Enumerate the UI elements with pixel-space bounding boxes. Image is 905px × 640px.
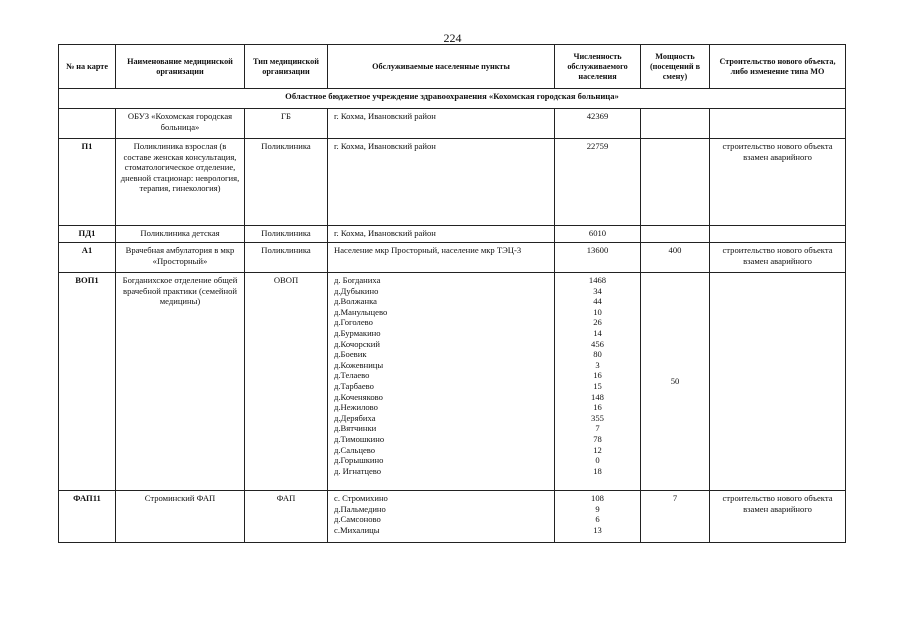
row-population — [555, 109, 641, 139]
population-value: 18 — [593, 465, 602, 476]
row-type: Поликлиника — [245, 243, 328, 273]
row-name: Богданихское отделение общей врачебной практики (семейной медицины) — [116, 273, 245, 491]
row-construction — [710, 109, 846, 139]
header-name: Наименование медицинской организации — [116, 45, 245, 89]
settlement-name: д.Гоголево — [334, 317, 373, 328]
population-value: 14 — [593, 327, 602, 338]
population-value: 44 — [593, 296, 602, 307]
row-name: Врачебная амбулатория в мкр «Просторный» — [116, 243, 245, 273]
header-num: № на карте — [59, 45, 116, 89]
settlement-name: Население мкр Просторный, население мкр ТЭЦ-3 — [334, 245, 522, 255]
row-num: ФАП11 — [59, 491, 116, 543]
population-value: 15 — [593, 380, 602, 391]
row-points — [328, 109, 555, 139]
medical-organizations-table — [58, 44, 846, 543]
settlement-name: с.Михалицы — [334, 524, 380, 535]
settlement-name: д.Пальмедино — [334, 503, 386, 514]
settlement-name: д.Телаево — [334, 370, 370, 381]
population-value: 3 — [595, 359, 600, 370]
settlement-name: д. Игнатцево — [334, 465, 382, 476]
row-population — [555, 491, 641, 543]
row-points — [328, 491, 555, 543]
population-value: 1468 — [588, 275, 607, 285]
population-value: 456 — [591, 338, 604, 349]
row-type: Поликлиника — [245, 139, 328, 226]
row-name: ОБУЗ «Кохомская городская больница» — [116, 109, 245, 139]
settlement-name: д.Кочорский — [334, 338, 381, 349]
row-num: ВОП1 — [59, 273, 116, 491]
header-population: Численность обслуживаемого населения — [555, 45, 641, 89]
row-construction: строительство нового объекта взамен аварийного — [710, 491, 846, 543]
settlement-name: д.Сальцево — [334, 444, 376, 455]
row-construction: строительство нового объекта взамен аварийного — [710, 243, 846, 273]
population-value: 6010 — [588, 228, 607, 238]
population-value: 78 — [593, 433, 602, 444]
settlement-name: д.Горышкино — [334, 455, 384, 466]
table-header-row — [59, 45, 846, 89]
row-capacity — [641, 139, 710, 226]
table-row — [59, 491, 846, 543]
row-points — [328, 226, 555, 243]
settlement-name: д.Тарбаево — [334, 380, 374, 391]
row-capacity — [641, 109, 710, 139]
population-value: 22759 — [586, 141, 609, 151]
settlement-name: д.Вятчинки — [334, 423, 377, 434]
row-capacity — [641, 226, 710, 243]
population-value: 7 — [595, 423, 600, 434]
row-construction — [710, 226, 846, 243]
row-capacity: 7 — [641, 491, 710, 543]
settlement-name: д.Нежилово — [334, 402, 378, 413]
population-value: 42369 — [586, 111, 609, 121]
row-population — [555, 273, 641, 491]
row-num: А1 — [59, 243, 116, 273]
table-row — [59, 226, 846, 243]
settlement-name: г. Кохма, Ивановский район — [334, 228, 436, 238]
row-num: П1 — [59, 139, 116, 226]
row-construction: строительство нового объекта взамен аварийного — [710, 139, 846, 226]
population-value: 9 — [595, 503, 600, 514]
row-name: Строминский ФАП — [116, 491, 245, 543]
table-row — [59, 139, 846, 226]
settlement-name: д.Кожевницы — [334, 359, 384, 370]
row-population — [555, 243, 641, 273]
row-population — [555, 139, 641, 226]
population-value: 12 — [593, 444, 602, 455]
population-value: 34 — [593, 285, 602, 296]
settlement-name: г. Кохма, Ивановский район — [334, 111, 436, 121]
settlement-name: д.Тимошкино — [334, 433, 385, 444]
header-points: Обслуживаемые населенные пункты — [328, 45, 555, 89]
header-type: Тип медицинской организации — [245, 45, 328, 89]
row-name: Поликлиника детская — [116, 226, 245, 243]
table-row — [59, 273, 846, 491]
population-value: 6 — [595, 514, 600, 525]
row-type: ОВОП — [245, 273, 328, 491]
population-value: 16 — [593, 370, 602, 381]
row-type: Поликлиника — [245, 226, 328, 243]
section-title: Областное бюджетное учреждение здравоохранения «Кохомская городская больница» — [59, 89, 846, 109]
settlement-name: д.Волжанка — [334, 296, 377, 307]
row-num: ПД1 — [59, 226, 116, 243]
row-name: Поликлиника взрослая (в составе женская консультация, стоматологическое отделение, дневной стационар: неврология, терапия, гинекология) — [116, 139, 245, 226]
row-construction — [710, 273, 846, 491]
row-population — [555, 226, 641, 243]
population-value: 13600 — [586, 245, 609, 255]
row-capacity: 400 — [641, 243, 710, 273]
row-points — [328, 139, 555, 226]
population-value: 16 — [593, 402, 602, 413]
population-value: 10 — [593, 306, 602, 317]
settlement-name: д.Самсоново — [334, 514, 381, 525]
row-type: ФАП — [245, 491, 328, 543]
settlement-name: д.Бурмакино — [334, 327, 381, 338]
settlement-name: д.Дерябиха — [334, 412, 376, 423]
settlement-name: д.Боевик — [334, 349, 367, 360]
table-row — [59, 243, 846, 273]
page-number: 224 — [443, 31, 462, 45]
population-value: 148 — [591, 391, 604, 402]
settlement-name: г. Кохма, Ивановский район — [334, 141, 436, 151]
row-points — [328, 273, 555, 491]
population-value: 0 — [595, 455, 600, 466]
settlement-name: с. Стромихино — [334, 493, 388, 503]
settlement-name: д.Коченяково — [334, 391, 383, 402]
population-value: 13 — [593, 524, 602, 535]
population-value: 80 — [593, 349, 602, 360]
row-capacity: 50 — [641, 273, 710, 491]
settlement-name: д.Манулыцево — [334, 306, 388, 317]
section-row — [59, 89, 846, 109]
row-num — [59, 109, 116, 139]
population-value: 355 — [591, 412, 604, 423]
table-row — [59, 109, 846, 139]
header-construction: Строительство нового объекта, либо изменение типа МО — [710, 45, 846, 89]
settlement-name: д.Дубыкино — [334, 285, 379, 296]
population-value: 108 — [591, 493, 604, 503]
row-points — [328, 243, 555, 273]
settlement-name: д. Богданиха — [334, 275, 381, 285]
header-capacity: Мощность (посещений в смену) — [641, 45, 710, 89]
row-type: ГБ — [245, 109, 328, 139]
population-value: 26 — [593, 317, 602, 328]
